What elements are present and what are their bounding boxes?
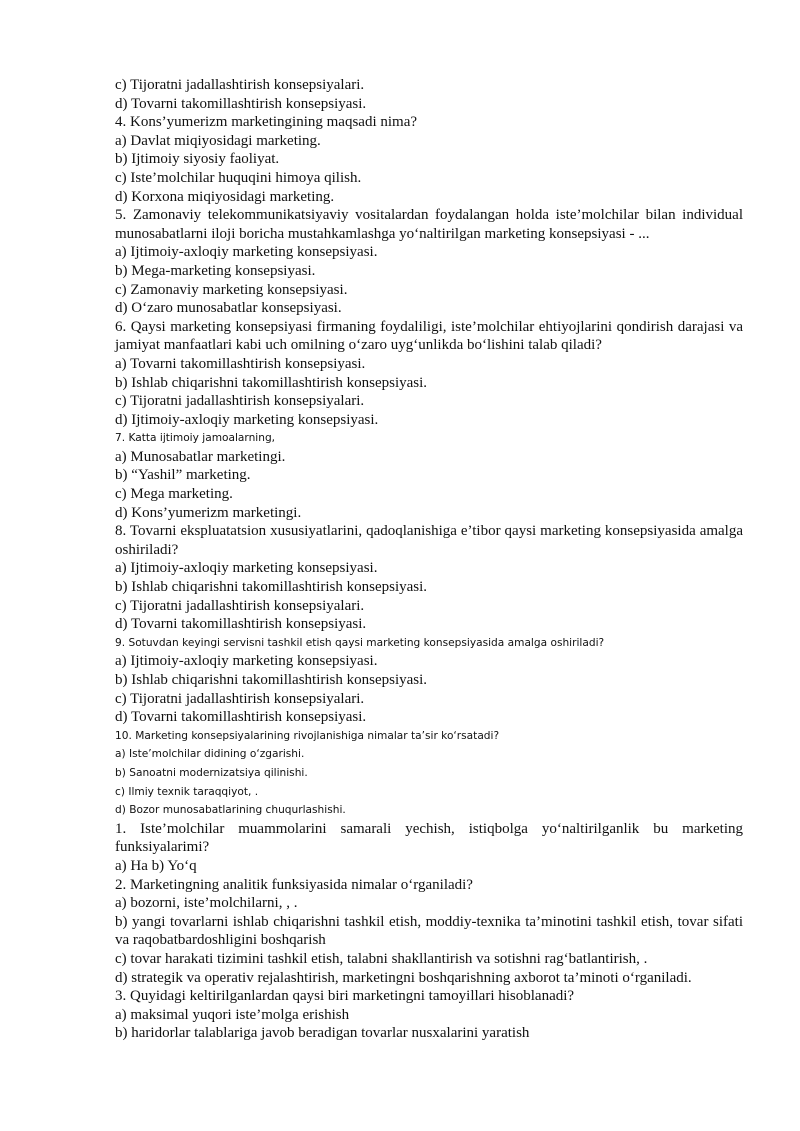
text-line: c) Tijoratni jadallashtirish konsepsiyalari. — [115, 393, 365, 410]
text-line: 5. Zamonaviy telekommunikatsiyaviy vositalardan foydalangan holda iste’molchilar bilan individual munosabatlarni iloji boricha mustahkamlashga yo‘naltirilgan marketing konsepsiyasi - ... — [115, 207, 743, 242]
text-line: d) Tovarni takomillashtirish konsepsiyasi. — [115, 709, 367, 726]
text-line: d) Kons’yumerizm marketingi. — [115, 504, 302, 521]
text-line: c) Tijoratni jadallashtirish konsepsiyalari. — [115, 597, 365, 614]
text-line: a) Iste’molchilar didining o‘zgarishi. — [115, 748, 305, 761]
text-line: d) strategik va operativ rejalashtirish, marketingni boshqarishning axborot ta’minoti o‘rganiladi. — [115, 969, 692, 986]
text-line: b) “Yashil” marketing. — [115, 467, 251, 484]
text-line: c) Ilmiy texnik taraqqiyot, . — [115, 785, 259, 798]
text-line: d) Tovarni takomillashtirish konsepsiyasi. — [115, 616, 367, 633]
text-line: 6. Qaysi marketing konsepsiyasi firmaning foydaliligi, iste’molchilar ehtiyojlarini qondirish darajasi va jamiyat manfaatlari kabi uch omilning o‘zaro uyg‘unlikda bo‘lishini talab qiladi? — [115, 318, 743, 354]
text-line: b) Ishlab chiqarishni takomillashtirish konsepsiyasi. — [115, 672, 428, 688]
text-line: c) tovar harakati tizimini tashkil etish, talabni shakllantirish va sotishni rag‘batlantirish, . — [115, 950, 648, 967]
text-line: b) Sanoatni modernizatsiya qilinishi. — [115, 766, 308, 779]
text-line: d) Ijtimoiy-axloqiy marketing konsepsiyasi. — [115, 411, 379, 428]
text-line: d) Tovarni takomillashtirish konsepsiyasi. — [115, 95, 367, 112]
text-line: c) Iste’molchilar huquqini himoya qilish. — [115, 169, 362, 186]
text-line: b) Mega-marketing konsepsiyasi. — [115, 262, 316, 279]
text-line: a) Ijtimoiy-axloqiy marketing konsepsiyasi. — [115, 560, 378, 577]
text-line: d) Bozor munosabatlarining chuqurlashishi. — [115, 804, 346, 817]
text-line: b) Ijtimoiy siyosiy faoliyat. — [115, 151, 280, 168]
text-line: 10. Marketing konsepsiyalarining rivojlanishiga nimalar ta’sir ko‘rsatadi? — [115, 729, 500, 742]
text-line: b) Ishlab chiqarishni takomillashtirish konsepsiyasi. — [115, 579, 428, 596]
text-line: a) bozorni, iste’molchilarni, , . — [115, 895, 298, 912]
text-line: a) maksimal yuqori iste’molga erishish — [115, 1006, 350, 1023]
text-line: 7. Katta ijtimoiy jamoalarning, — [115, 432, 276, 445]
text-line: b) haridorlar talablariga javob beradigan tovarlar nusxalarini yaratish — [115, 1025, 530, 1042]
text-line: b) Ishlab chiqarishni takomillashtirish konsepsiyasi. — [115, 374, 428, 391]
text-line: a) Tovarni takomillashtirish konsepsiyasi. — [115, 355, 366, 372]
text-line: 1. Iste’molchilar muammolarini samarali yechish, istiqbolga yo‘naltirilganlik bu marketing funksiyalarimi? — [115, 820, 743, 856]
text-line: d) Korxona miqiyosidagi marketing. — [115, 188, 335, 205]
text-line: c) Mega marketing. — [115, 486, 233, 503]
text-line: a) Ijtimoiy-axloqiy marketing konsepsiyasi. — [115, 244, 378, 261]
text-line: b) yangi tovarlarni ishlab chiqarishni tashkil etish, moddiy-texnika ta’minotini tashkil etish, tovar sifati va raqobatbardoshligini boshqarish — [115, 913, 743, 949]
text-line: 3. Quyidagi keltirilganlardan qaysi biri marketingni tamoyillari hisoblanadi? — [115, 988, 575, 1005]
text-line: a) Munosabatlar marketingi. — [115, 448, 286, 465]
text-line: 9. Sotuvdan keyingi servisni tashkil etish qaysi marketing konsepsiyasida amalga oshiriladi? — [115, 636, 605, 649]
text-line: c) Zamonaviy marketing konsepsiyasi. — [115, 281, 348, 298]
text-line: a) Ijtimoiy-axloqiy marketing konsepsiyasi. — [115, 653, 378, 670]
text-line: 8. Tovarni ekspluatatsion xususiyatlarini, qadoqlanishiga e’tibor qaysi marketing konsepsiyasida amalga oshiriladi? — [115, 523, 743, 558]
text-line: a) Ha b) Yo‘q — [115, 857, 197, 874]
text-line: d) O‘zaro munosabatlar konsepsiyasi. — [115, 300, 342, 317]
text-line: 4. Kons’yumerizm marketingining maqsadi nima? — [115, 114, 418, 131]
document-body — [115, 76, 743, 1043]
text-line: a) Davlat miqiyosidagi marketing. — [115, 132, 321, 149]
text-line: c) Tijoratni jadallashtirish konsepsiyalari. — [115, 77, 365, 93]
text-line: 2. Marketingning analitik funksiyasida nimalar o‘rganiladi? — [115, 876, 473, 893]
text-line: c) Tijoratni jadallashtirish konsepsiyalari. — [115, 690, 365, 707]
